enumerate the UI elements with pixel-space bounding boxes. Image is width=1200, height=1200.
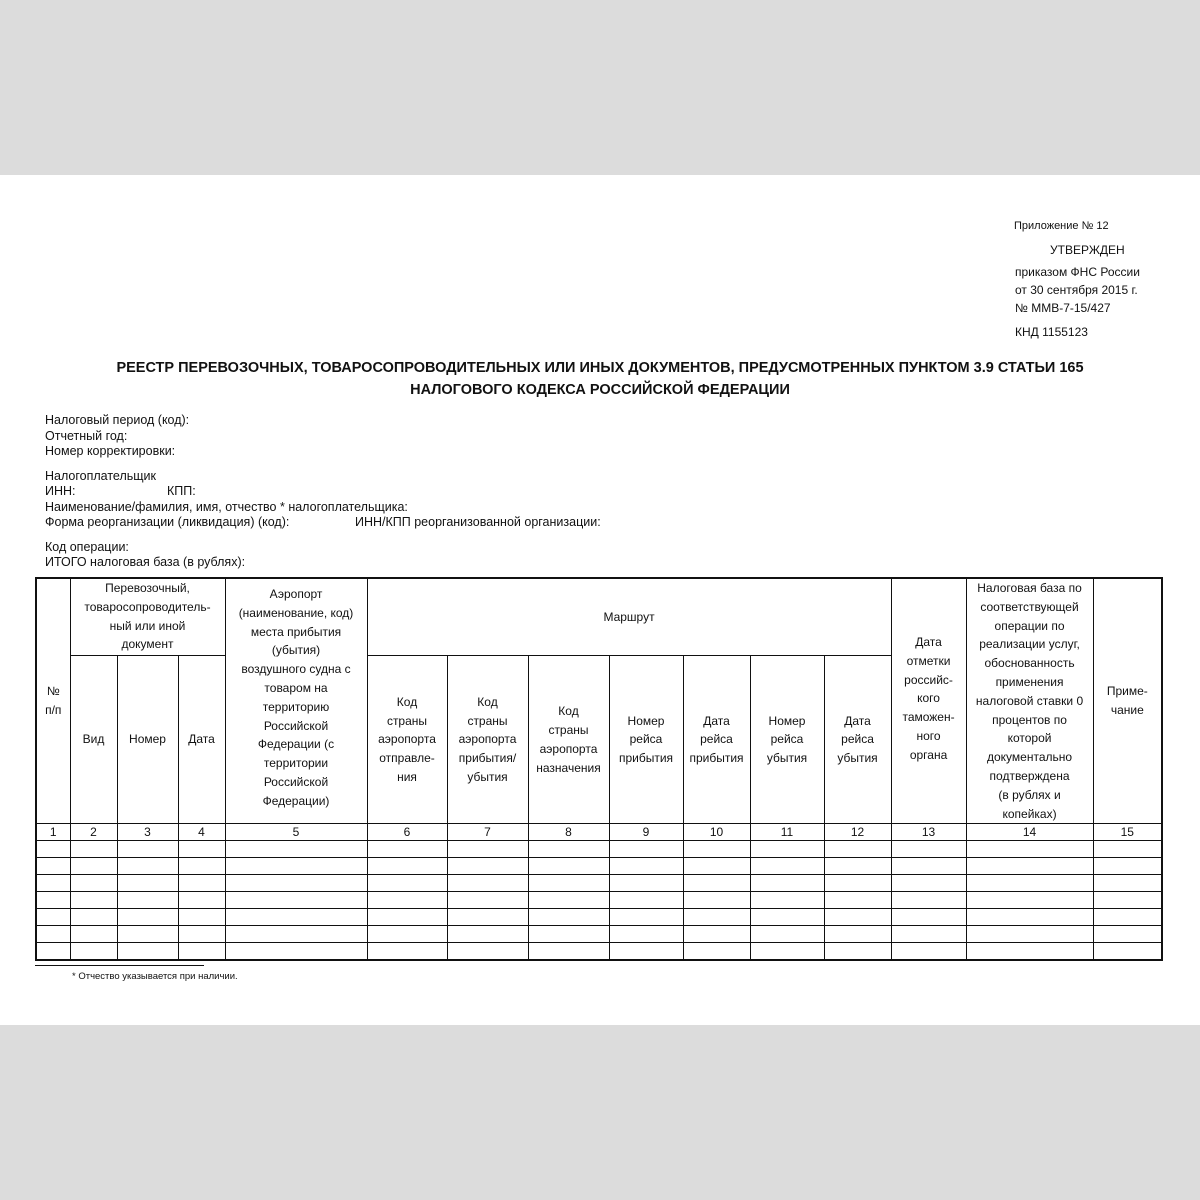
taxpayer-name-label: Наименование/фамилия, имя, отчество * налогоплательщика: xyxy=(45,499,408,514)
header-text-line: документально xyxy=(986,750,1073,765)
table-cell xyxy=(750,926,824,943)
header-text-line: Налоговая база по xyxy=(977,581,1082,595)
table-cell xyxy=(70,875,117,892)
table-cell xyxy=(528,841,609,858)
header-text-line: территории xyxy=(263,756,329,771)
header-cell: Вид xyxy=(70,656,117,824)
header-text-line: ного xyxy=(916,728,941,743)
reorg-row xyxy=(45,515,601,531)
header-text-line: рейса xyxy=(700,732,733,747)
title-line: НАЛОГОВОГО КОДЕКСА РОССИЙСКОЙ ФЕДЕРАЦИИ xyxy=(410,382,790,398)
column-number-cell: 7 xyxy=(447,824,528,841)
header-text-line: страны xyxy=(467,713,508,728)
table-cell xyxy=(528,875,609,892)
footnote: * Отчество указывается при наличии. xyxy=(72,971,238,982)
table-cell xyxy=(70,841,117,858)
table-cell xyxy=(609,892,683,909)
header-text-line: аэропорта xyxy=(378,732,436,747)
table-cell xyxy=(225,943,367,961)
table-cell xyxy=(966,841,1093,858)
table-cell xyxy=(966,858,1093,875)
table-body xyxy=(36,841,1162,961)
header-text-line: прибытия xyxy=(689,751,744,766)
table-cell xyxy=(225,909,367,926)
header-text-line: места прибытия xyxy=(250,624,342,639)
reorg-inn-kpp-label: ИНН/КПП реорганизованной организации: xyxy=(355,515,601,529)
table-cell xyxy=(609,909,683,926)
header-text-line: товаросопроводитель- xyxy=(84,599,211,614)
table-cell xyxy=(683,858,750,875)
kpp-label: КПП: xyxy=(167,484,196,498)
table-cell xyxy=(609,943,683,961)
table-cell xyxy=(528,858,609,875)
table-cell xyxy=(750,909,824,926)
document-page xyxy=(0,175,1200,1025)
header-cell xyxy=(609,656,683,824)
header-cell xyxy=(966,578,1093,824)
table-cell xyxy=(36,875,70,892)
table-cell xyxy=(36,909,70,926)
header-text-line: Номер xyxy=(627,713,665,728)
table-cell xyxy=(683,909,750,926)
table-cell xyxy=(225,858,367,875)
table-cell xyxy=(36,892,70,909)
table-cell xyxy=(891,943,966,961)
header-text-line: прибытия/ xyxy=(458,751,517,766)
header-cell: Маршрут xyxy=(367,578,891,656)
table-cell xyxy=(891,926,966,943)
table-cell xyxy=(891,909,966,926)
table-cell xyxy=(683,943,750,961)
table-cell xyxy=(225,875,367,892)
table-cell xyxy=(1093,943,1162,961)
table-cell xyxy=(683,892,750,909)
footnote-divider xyxy=(35,965,204,966)
header-text-line: копейках) xyxy=(1002,806,1057,821)
header-text-line: Приме- xyxy=(1106,684,1148,699)
header-cell: Номер xyxy=(117,656,178,824)
table-row xyxy=(36,892,1162,909)
inn-label: ИНН: xyxy=(45,484,76,498)
tax-period-label: Налоговый период (код): xyxy=(45,413,190,427)
header-text-line: соответствующей xyxy=(980,599,1079,614)
header-text-line: Российской xyxy=(263,718,329,733)
table-cell xyxy=(891,875,966,892)
table-cell xyxy=(528,943,609,961)
header-text-line: реализации услуг, xyxy=(979,637,1080,652)
table-cell xyxy=(1093,909,1162,926)
column-number-cell: 2 xyxy=(70,824,117,841)
table-cell xyxy=(609,841,683,858)
table-cell xyxy=(36,841,70,858)
table-cell xyxy=(117,943,178,961)
order-line: от 30 сентября 2015 г. xyxy=(1015,283,1138,297)
table-cell xyxy=(117,892,178,909)
header-text-line: Дата xyxy=(844,713,871,728)
table-cell xyxy=(1093,875,1162,892)
header-text-line: убытия xyxy=(837,751,878,766)
column-number-cell: 4 xyxy=(178,824,225,841)
header-cell xyxy=(1093,578,1162,824)
table-cell xyxy=(1093,926,1162,943)
header-text-line: Код xyxy=(396,694,418,709)
table-cell xyxy=(225,926,367,943)
header-cell: Дата xyxy=(178,656,225,824)
taxpayer-info xyxy=(45,413,601,571)
approved-stamp: УТВЕРЖДЕН xyxy=(1050,243,1125,257)
table-cell xyxy=(178,926,225,943)
table-cell xyxy=(750,841,824,858)
table-row xyxy=(36,943,1162,961)
header-cell xyxy=(36,578,70,824)
table-cell xyxy=(683,875,750,892)
header-cell xyxy=(225,578,367,824)
knd-code: КНД 1155123 xyxy=(1015,325,1088,339)
table-cell xyxy=(70,909,117,926)
table-cell xyxy=(367,926,447,943)
table-cell xyxy=(824,892,891,909)
table-cell xyxy=(1093,892,1162,909)
table-cell xyxy=(178,858,225,875)
column-number-cell: 1 xyxy=(36,824,70,841)
table-cell xyxy=(117,909,178,926)
header-text-line: документ xyxy=(121,637,174,652)
table-cell xyxy=(824,858,891,875)
table-cell xyxy=(891,858,966,875)
table-cell xyxy=(70,892,117,909)
taxpayer-label: Налогоплательщик xyxy=(45,468,157,483)
header-text-line: которой xyxy=(1007,731,1052,746)
table-cell xyxy=(528,909,609,926)
table-cell xyxy=(36,858,70,875)
header-cell xyxy=(750,656,824,824)
header-text-line: страны xyxy=(548,722,589,737)
table-cell xyxy=(683,841,750,858)
table-cell xyxy=(367,858,447,875)
correction-number-label: Номер корректировки: xyxy=(45,444,176,458)
table-cell xyxy=(750,875,824,892)
table-cell xyxy=(70,926,117,943)
inn-kpp-row xyxy=(45,484,601,500)
header-text-line: Федерации (с xyxy=(257,737,335,752)
column-number-cell: 3 xyxy=(117,824,178,841)
header-text-line: налоговой ставки 0 xyxy=(975,693,1084,708)
table-cell xyxy=(609,875,683,892)
header-text-line: отметки xyxy=(906,653,951,668)
reorg-form-label: Форма реорганизации (ликвидация) (код): xyxy=(45,515,290,529)
table-cell xyxy=(447,858,528,875)
header-text-line: подтверждена xyxy=(989,768,1070,783)
header-text-line: Код xyxy=(477,694,498,709)
table-cell xyxy=(683,926,750,943)
column-number-cell: 5 xyxy=(225,824,367,841)
order-line: приказом ФНС России xyxy=(1015,265,1140,279)
table-cell xyxy=(117,926,178,943)
table-cell xyxy=(70,858,117,875)
header-text-line: (убытия) xyxy=(271,643,321,658)
table-cell xyxy=(824,943,891,961)
table-cell xyxy=(178,841,225,858)
header-cell xyxy=(447,656,528,824)
header-text-line: аэропорта xyxy=(539,741,598,756)
table-cell xyxy=(966,909,1093,926)
header-text-line: № xyxy=(46,684,60,699)
header-text-line: рейса xyxy=(770,732,804,747)
header-text-line: обоснованность xyxy=(984,656,1075,671)
header-text-line: убытия xyxy=(467,769,508,784)
header-text-line: (наименование, код) xyxy=(238,605,354,620)
header-text-line: процентов по xyxy=(992,712,1067,727)
header-text-line: страны xyxy=(386,713,428,728)
table-cell xyxy=(891,841,966,858)
table-cell xyxy=(178,892,225,909)
column-number-row xyxy=(36,824,1162,841)
column-number-cell: 12 xyxy=(824,824,891,841)
table-cell xyxy=(367,892,447,909)
table-cell xyxy=(447,943,528,961)
header-text-line: назначения xyxy=(536,760,601,775)
header-text-line: п/п xyxy=(45,703,62,718)
total-base-label: ИТОГО налоговая база (в рублях): xyxy=(45,555,246,569)
report-year-label: Отчетный год: xyxy=(45,428,128,443)
header-text-line: Номер xyxy=(768,713,806,728)
table-cell xyxy=(966,892,1093,909)
header-text-line: ния xyxy=(397,769,417,784)
header-text-line: ный или иной xyxy=(109,618,186,633)
header-text-line: органа xyxy=(909,747,948,762)
table-cell xyxy=(528,892,609,909)
header-cell xyxy=(70,578,225,656)
header-cell xyxy=(367,656,447,824)
table-cell xyxy=(824,909,891,926)
table-cell xyxy=(447,892,528,909)
table-cell xyxy=(367,875,447,892)
table-cell xyxy=(824,875,891,892)
table-row xyxy=(36,909,1162,926)
header-text-line: (в рублях и xyxy=(998,787,1061,802)
header-text-line: российс- xyxy=(904,672,953,687)
table-cell xyxy=(966,943,1093,961)
table-cell xyxy=(750,892,824,909)
table-cell xyxy=(36,926,70,943)
table-cell xyxy=(225,892,367,909)
table-cell xyxy=(824,926,891,943)
table-cell xyxy=(447,875,528,892)
table-cell xyxy=(225,841,367,858)
header-text-line: операции по xyxy=(994,618,1065,633)
header-text-line: применения xyxy=(995,674,1064,689)
table-cell xyxy=(178,909,225,926)
header-text-line: прибытия xyxy=(618,751,674,766)
header-cell xyxy=(891,578,966,824)
header-text-line: Дата xyxy=(703,713,730,728)
table-cell xyxy=(178,875,225,892)
table-cell xyxy=(367,841,447,858)
approval-order xyxy=(1015,263,1140,317)
column-number-cell: 13 xyxy=(891,824,966,841)
title-line: РЕЕСТР ПЕРЕВОЗОЧНЫХ, ТОВАРОСОПРОВОДИТЕЛЬНЫХ ИЛИ ИНЫХ ДОКУМЕНТОВ, ПРЕДУСМОТРЕННЫХ ПУНКТОМ 3.9 СТАТЬИ 165 xyxy=(116,360,1084,376)
header-text-line: рейса xyxy=(629,732,663,747)
table-cell xyxy=(447,841,528,858)
table-cell xyxy=(528,926,609,943)
column-number-cell: 6 xyxy=(367,824,447,841)
table-row xyxy=(36,841,1162,858)
table-cell xyxy=(178,943,225,961)
column-number-cell: 9 xyxy=(609,824,683,841)
table-row xyxy=(36,858,1162,875)
table-cell xyxy=(36,943,70,961)
table-cell xyxy=(750,943,824,961)
table-cell xyxy=(609,926,683,943)
order-line: № ММВ-7-15/427 xyxy=(1015,301,1111,315)
table-row xyxy=(36,875,1162,892)
table-cell xyxy=(367,909,447,926)
table-cell xyxy=(966,926,1093,943)
table-cell xyxy=(117,875,178,892)
table-cell xyxy=(117,858,178,875)
header-text-line: таможен- xyxy=(902,710,955,725)
header-text-line: аэропорта xyxy=(458,732,517,747)
header-text-line: Дата xyxy=(915,635,942,649)
table-cell xyxy=(70,943,117,961)
header-text-line: чание xyxy=(1110,703,1144,718)
operation-code-label: Код операции: xyxy=(45,539,129,554)
header-cell xyxy=(528,656,609,824)
column-number-cell: 8 xyxy=(528,824,609,841)
table-cell xyxy=(447,909,528,926)
appendix-number: Приложение № 12 xyxy=(1014,220,1109,232)
column-number-cell: 15 xyxy=(1093,824,1162,841)
header-text-line: Аэропорт xyxy=(269,587,323,601)
header-text-line: кого xyxy=(917,691,940,706)
header-text-line: территорию xyxy=(262,699,330,714)
table-cell xyxy=(117,841,178,858)
header-text-line: отправле- xyxy=(379,751,435,766)
header-row xyxy=(36,578,1162,656)
header-text-line: Федерации) xyxy=(262,793,330,808)
header-text-line: рейса xyxy=(841,732,874,747)
table-cell xyxy=(609,858,683,875)
table-cell xyxy=(966,875,1093,892)
column-number-cell: 14 xyxy=(966,824,1093,841)
header-text-line: воздушного судна с xyxy=(241,662,351,677)
table-cell xyxy=(447,926,528,943)
table-cell xyxy=(891,892,966,909)
header-text-line: Российской xyxy=(263,774,329,789)
header-text-line: убытия xyxy=(766,751,808,766)
header-text-line: Перевозочный, xyxy=(105,581,190,595)
document-title xyxy=(60,357,1140,401)
column-number-cell: 11 xyxy=(750,824,824,841)
table-row xyxy=(36,926,1162,943)
table-cell xyxy=(824,841,891,858)
table-cell xyxy=(367,943,447,961)
table-cell xyxy=(750,858,824,875)
registry-table xyxy=(35,577,1163,961)
header-cell xyxy=(683,656,750,824)
header-text-line: Код xyxy=(558,704,579,719)
column-number-cell: 10 xyxy=(683,824,750,841)
table-cell xyxy=(1093,858,1162,875)
header-cell xyxy=(824,656,891,824)
header-text-line: товаром на xyxy=(264,680,328,695)
table-cell xyxy=(1093,841,1162,858)
